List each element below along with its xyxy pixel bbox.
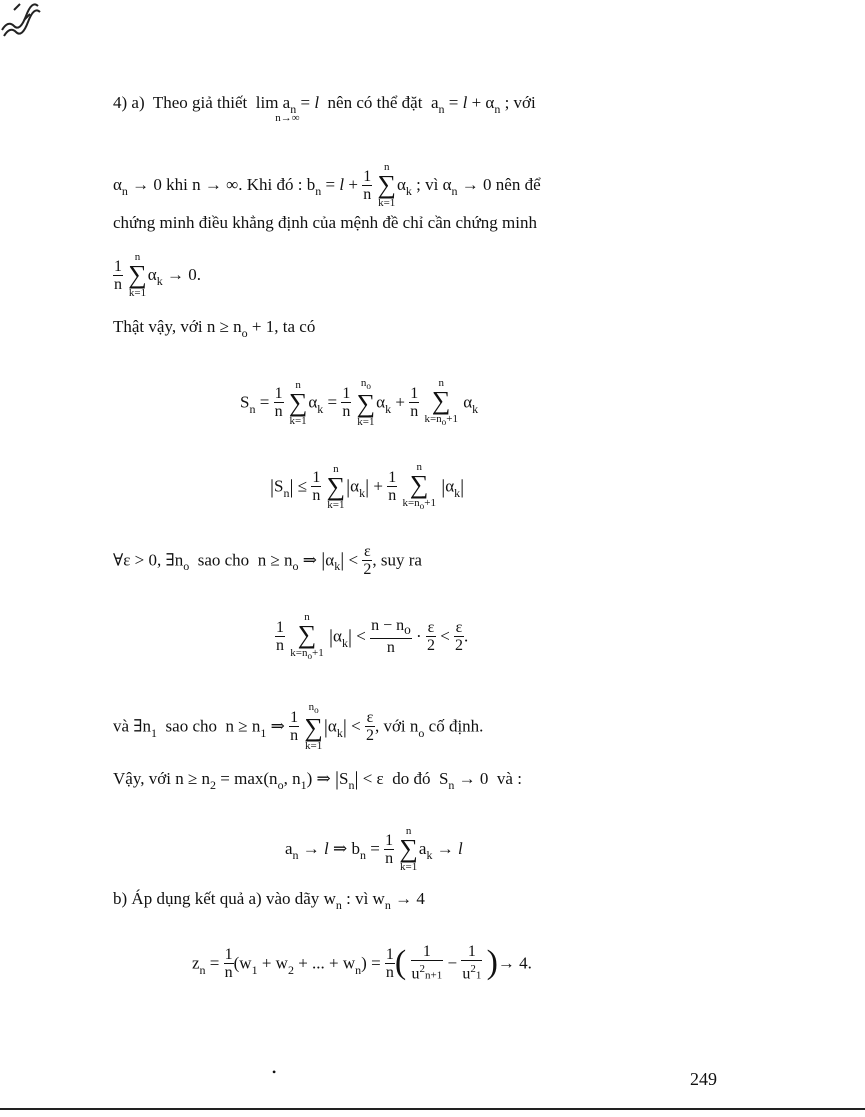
line-4: $\frac{1}{n}$ n ∑ k=1 $\alpha_k \to 0$. — [114, 251, 201, 299]
equation-tail-bound: $\frac{1}{n}$ n ∑ $k=n_o+1$ $|\alpha_k|$ < $\frac{n - n_o}{n}$ · $\frac{\varepsilon}{2}$ < $\frac{\varepsilon}{2}$ . — [276, 611, 469, 662]
equation-zn: $z_n$ = $\frac{1}{n}$ ($w_1 + w_2$ + ... + $w_n$) = $\frac{1}{n}$ ( $\frac{1}{u^2n+1}$ − $\frac{1}{u^21}$ )→ 4. — [192, 943, 532, 983]
scan-corner-mark — [0, 0, 46, 38]
equation-sn: $S_n$ = $\frac{1}{n}$ n ∑ k=1 $\alpha_k$ = $\frac{1}{n}$ $n_o$ ∑ k=1 $\alpha_k$ + $\frac{1}{n}$ n ∑ $k=n_o+1$ $\alpha_k$ — [240, 377, 479, 429]
line-11: Vậy, với $n \ge n_2 = \max(n_o$, $n_1$) ⇒ $|S_n| < \varepsilon$ do đó $S_n \to 0$ và : — [113, 768, 522, 792]
line-5: Thật vậy, với $n \ge n_o + 1$, ta có — [113, 317, 316, 340]
bottom-border-line — [0, 1108, 865, 1110]
line-10: và $\exists n_1$ sao cho $n \ge n_1$ ⇒ $\frac{1}{n}$ $n_o$ ∑ k=1 $|\alpha_k|$ < $\frac{\varepsilon}{2}$ , với $n_o$ cố định. — [113, 701, 484, 753]
line-8: ∀ε > 0, $\exists n_o$ sao cho $n \ge n_o$ ⇒ $|\alpha_k|$ < $\frac{\varepsilon}{2}$ , suy ra — [113, 543, 422, 578]
page-number: 249 — [690, 1069, 717, 1089]
line-2: $\alpha_n \to 0$ khi n → ∞. Khi đó : $b_n = l$ + $\frac{1}{n}$ n ∑ k=1 $\alpha_k$ ; vì $\alpha_n \to 0$ nên để — [113, 161, 541, 209]
scan-dot: • — [272, 1065, 277, 1079]
equation-abs-sn: $|S_n|$ ≤ $\frac{1}{n}$ n ∑ k=1 $|\alpha_k|$ + $\frac{1}{n}$ n ∑ $k=n_o+1$ $|\alpha_k|$ — [270, 461, 465, 512]
equation-cesaro: $a_n \to l$ ⇒ $b_n$ = $\frac{1}{n}$ n ∑ k=1 $a_k \to l$ — [285, 825, 463, 873]
line-3: chứng minh điều khẳng định của mệnh đề chỉ cần chứng minh — [113, 213, 537, 232]
line-1: 4) a) Theo giả thiết $\lim a_n = l$ n→∞ nên có thể đặt $a_n = l + \alpha_n$ ; với — [113, 93, 536, 124]
part-b-line: b) Áp dụng kết quả a) vào dãy $w_n$ : vì $w_n \to 4$ — [113, 889, 425, 912]
